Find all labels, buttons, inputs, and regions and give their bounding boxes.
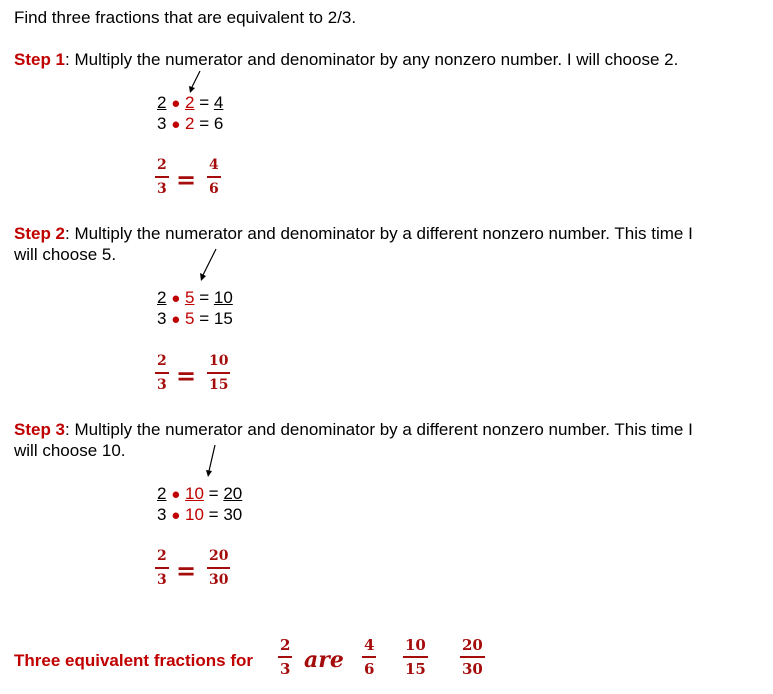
equals-sign: = — [208, 505, 219, 524]
equals-sign: = — [199, 93, 210, 112]
multiply-dot: ● — [171, 116, 181, 133]
intro-text: Find three fractions that are equivalent to 2/3. — [14, 8, 357, 27]
step-1-factor-bottom: 2 — [185, 114, 195, 133]
step-2-num: 2 — [157, 288, 167, 307]
conclusion-fraction-original: 2 3 — [280, 636, 291, 678]
step-2-factor-bottom: 5 — [185, 309, 195, 328]
step-2-result-den: 15 — [213, 309, 233, 328]
equals-sign: = — [199, 309, 210, 328]
conclusion-answer-2: 10 15 — [405, 636, 426, 678]
step-2-equals: = — [176, 361, 197, 390]
step-3-den: 3 — [157, 505, 167, 524]
step-3-equals: = — [176, 556, 197, 585]
step-3-result-num: 20 — [223, 484, 243, 503]
step-1-fraction-equivalent: 4 6 — [209, 157, 219, 197]
step-2-den: 3 — [157, 309, 167, 328]
step-2-fraction-original: 2 3 — [157, 353, 167, 393]
conclusion-are: are — [304, 647, 344, 673]
step-3-text: : Multiply the numerator and denominator by a different nonzero number. This time I — [65, 420, 693, 439]
step-3-text-cont: will choose 10. — [14, 441, 126, 460]
step-2-line — [14, 224, 693, 244]
step-3-label: Step 3 — [14, 420, 66, 439]
step-3-result-den: 30 — [223, 505, 243, 524]
step-3-factor-bottom: 10 — [185, 505, 204, 524]
multiply-dot: ● — [171, 290, 181, 307]
conclusion-text: Three equivalent fractions for — [14, 651, 253, 670]
step-3-denominator-row — [157, 505, 242, 526]
step-1-factor-top: 2 — [185, 93, 195, 112]
step-2-factor-top: 5 — [185, 288, 195, 307]
multiply-dot: ● — [171, 507, 181, 524]
step-1-equals: = — [176, 165, 197, 194]
step-1-label: Step 1 — [14, 50, 66, 69]
step-2-text-cont: will choose 5. — [14, 245, 117, 264]
step-2-result-num: 10 — [213, 288, 233, 307]
step-1-result-num: 4 — [213, 93, 224, 112]
step-3-fraction-original: 2 3 — [157, 548, 167, 588]
step-3-arrow — [203, 444, 219, 480]
step-3-fraction-equivalent: 20 30 — [209, 548, 229, 588]
step-3-num: 2 — [157, 484, 167, 503]
multiply-dot: ● — [171, 486, 181, 503]
step-2-fraction-equivalent: 10 15 — [209, 353, 229, 393]
step-1-den: 3 — [157, 114, 167, 133]
step-1-result-den: 6 — [213, 114, 224, 133]
step-2-denominator-row — [157, 309, 233, 330]
step-1-num: 2 — [157, 93, 167, 112]
step-2-label: Step 2 — [14, 224, 66, 243]
step-2-text: : Multiply the numerator and denominator by a different nonzero number. This time I — [65, 224, 693, 243]
step-1-numerator-row — [157, 93, 223, 114]
equals-sign: = — [199, 114, 210, 133]
step-3-numerator-row — [157, 484, 242, 505]
step-2-numerator-row — [157, 288, 233, 309]
step-1-denominator-row — [157, 114, 223, 135]
step-1-text: : Multiply the numerator and denominator by any nonzero number. I will choose 2. — [65, 50, 679, 69]
conclusion-answer-1: 4 6 — [364, 636, 375, 678]
step-3-line — [14, 420, 693, 440]
equals-sign: = — [199, 288, 210, 307]
step-3-factor-top: 10 — [185, 484, 204, 503]
conclusion-answer-3: 20 30 — [462, 636, 483, 678]
step-2-arrow — [196, 248, 222, 284]
step-1-line — [14, 50, 678, 70]
step-1-fraction-original: 2 3 — [157, 157, 167, 197]
multiply-dot: ● — [171, 95, 181, 112]
equals-sign: = — [208, 484, 219, 503]
multiply-dot: ● — [171, 311, 181, 328]
